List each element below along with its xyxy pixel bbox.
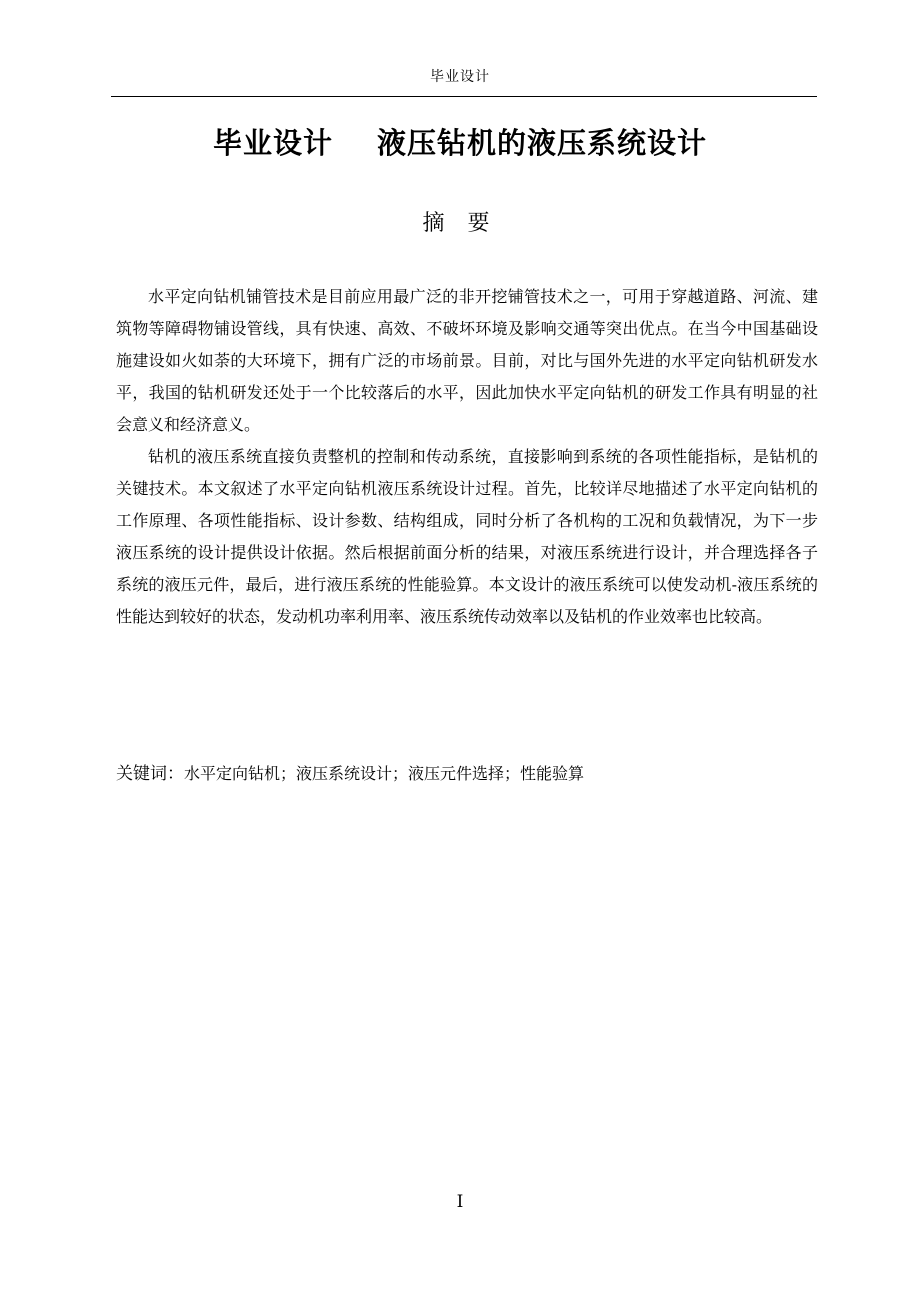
page-number: I xyxy=(456,1192,464,1212)
title-main: 液压钻机的液压系统设计 xyxy=(377,126,708,160)
keywords-line xyxy=(116,760,818,788)
running-header: 毕业设计 xyxy=(430,69,490,85)
keywords-text: 水平定向钻机；液压系统设计；液压元件选择；性能验算 xyxy=(184,764,585,783)
document-title xyxy=(0,121,920,162)
keywords-label: 关键词： xyxy=(116,764,184,784)
abstract-paragraph: 钻机的液压系统直接负责整机的控制和传动系统，直接影响到系统的各项性能指标，是钻机的关键技术。本文叙述了水平定向钻机液压系统设计过程。首先，比较详尽地描述了水平定向钻机的工作原理、各项性能指标、设计参数、结构组成，同时分析了各机构的工况和负载情况，为下一步液压系统的设计提供设计依据。然后根据前面分析的结果，对液压系统进行设计，并合理选择各子系统的液压元件，最后，进行液压系统的性能验算。本文设计的液压系统可以使发动机-液压系统的性能达到较好的状态，发动机功率利用率、液压系统传动效率以及钻机的作业效率也比较高。 xyxy=(116,447,818,626)
abstract-body xyxy=(116,281,818,633)
abstract-heading: 摘 要 xyxy=(422,211,498,236)
abstract-paragraph: 水平定向钻机铺管技术是目前应用最广泛的非开挖铺管技术之一，可用于穿越道路、河流、建筑物等障碍物铺设管线，具有快速、高效、不破坏环境及影响交通等突出优点。在当今中国基础设施建设如火如荼的大环境下，拥有广泛的市场前景。目前，对比与国外先进的水平定向钻机研发水平，我国的钻机研发还处于一个比较落后的水平，因此加快水平定向钻机的研发工作具有明显的社会意义和经济意义。 xyxy=(116,287,818,434)
header-divider xyxy=(111,96,817,97)
title-prefix: 毕业设计 xyxy=(212,126,333,160)
